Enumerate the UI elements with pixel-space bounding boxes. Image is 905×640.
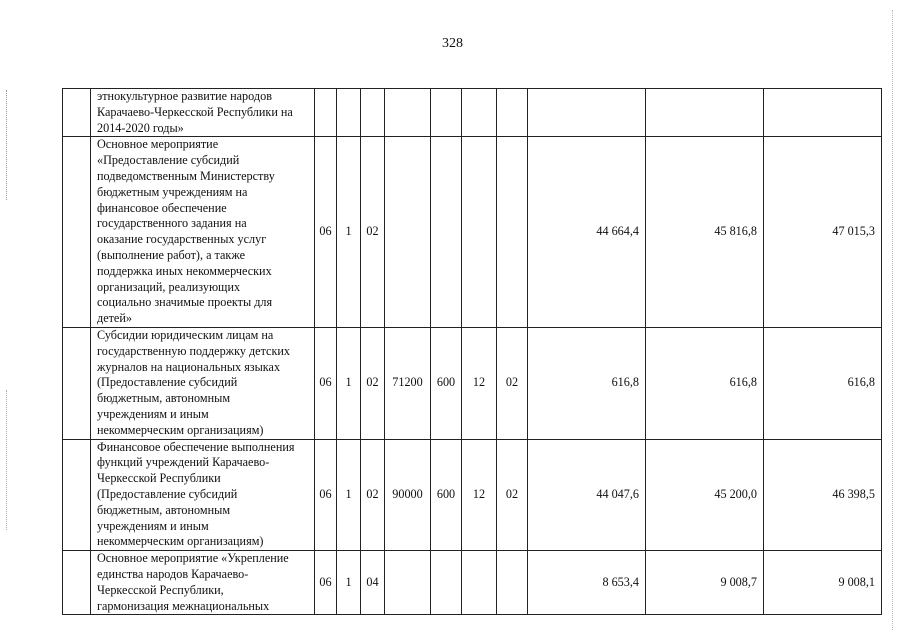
code-cell: 1	[337, 439, 361, 551]
code-cell: 71200	[385, 327, 431, 439]
code-cell: 1	[337, 137, 361, 328]
code-cell: 1	[337, 551, 361, 615]
code-cell	[497, 89, 528, 137]
page-number: 328	[442, 36, 463, 51]
scan-artifact-left	[6, 90, 8, 200]
row-description: Основное мероприятие «Укрепление единства народов Карачаево- Черкесской Республики, гармонизация межнациональных	[91, 551, 315, 615]
code-cell: 02	[361, 327, 385, 439]
code-cell	[497, 137, 528, 328]
table-row	[63, 89, 882, 137]
scan-artifact-right	[892, 10, 894, 630]
code-cell	[462, 137, 497, 328]
code-cell	[337, 89, 361, 137]
code-cell: 12	[462, 439, 497, 551]
table-row	[63, 137, 882, 328]
amount-2021: 9 008,7	[646, 551, 764, 615]
amount-2020: 44 664,4	[528, 137, 646, 328]
amount-2021: 45 816,8	[646, 137, 764, 328]
empty-cell	[63, 327, 91, 439]
code-cell: 02	[361, 137, 385, 328]
amount-2020: 44 047,6	[528, 439, 646, 551]
code-cell	[315, 89, 337, 137]
amount-2022	[764, 89, 882, 137]
code-cell	[431, 137, 462, 328]
row-description: Субсидии юридическим лицам на государственную поддержку детских журналов на национальных языках (Предоставление субсидий бюджетным, автономным учреждениям и иным некоммерческим организациям)	[91, 327, 315, 439]
code-cell	[462, 89, 497, 137]
table-row	[63, 439, 882, 551]
amount-2020: 8 653,4	[528, 551, 646, 615]
code-cell	[431, 89, 462, 137]
empty-cell	[63, 551, 91, 615]
empty-cell	[63, 439, 91, 551]
code-cell: 12	[462, 327, 497, 439]
code-cell	[385, 89, 431, 137]
budget-table	[62, 88, 882, 615]
code-cell: 06	[315, 551, 337, 615]
amount-2022: 9 008,1	[764, 551, 882, 615]
code-cell: 90000	[385, 439, 431, 551]
code-cell	[385, 137, 431, 328]
empty-cell	[63, 89, 91, 137]
code-cell: 06	[315, 137, 337, 328]
code-cell	[431, 551, 462, 615]
code-cell	[361, 89, 385, 137]
code-cell: 04	[361, 551, 385, 615]
code-cell: 02	[361, 439, 385, 551]
empty-cell	[63, 137, 91, 328]
code-cell: 02	[497, 439, 528, 551]
table-row	[63, 551, 882, 615]
code-cell: 600	[431, 327, 462, 439]
amount-2021	[646, 89, 764, 137]
row-description: Основное мероприятие «Предоставление субсидий подведомственным Министерству бюджетным учреждениям на финансовое обеспечение государственного задания на оказание государственных услуг (выполнение работ), а также поддержка иных некоммерческих организаций, реализующих социально значимые проекты для детей»	[91, 137, 315, 328]
amount-2020	[528, 89, 646, 137]
code-cell: 06	[315, 439, 337, 551]
code-cell: 06	[315, 327, 337, 439]
amount-2021: 45 200,0	[646, 439, 764, 551]
code-cell	[462, 551, 497, 615]
amount-2020: 616,8	[528, 327, 646, 439]
row-description: Финансовое обеспечение выполнения функций учреждений Карачаево- Черкесской Республики (Предоставление субсидий бюджетным, автономным учреждениям и иным некоммерческим организациям)	[91, 439, 315, 551]
code-cell	[385, 551, 431, 615]
code-cell: 02	[497, 327, 528, 439]
code-cell: 600	[431, 439, 462, 551]
amount-2022: 47 015,3	[764, 137, 882, 328]
table-row	[63, 327, 882, 439]
code-cell	[497, 551, 528, 615]
amount-2021: 616,8	[646, 327, 764, 439]
row-description: этнокультурное развитие народов Карачаево-Черкесской Республики на 2014-2020 годы»	[91, 89, 315, 137]
amount-2022: 46 398,5	[764, 439, 882, 551]
scan-artifact-left-lower	[6, 390, 8, 530]
amount-2022: 616,8	[764, 327, 882, 439]
code-cell: 1	[337, 327, 361, 439]
